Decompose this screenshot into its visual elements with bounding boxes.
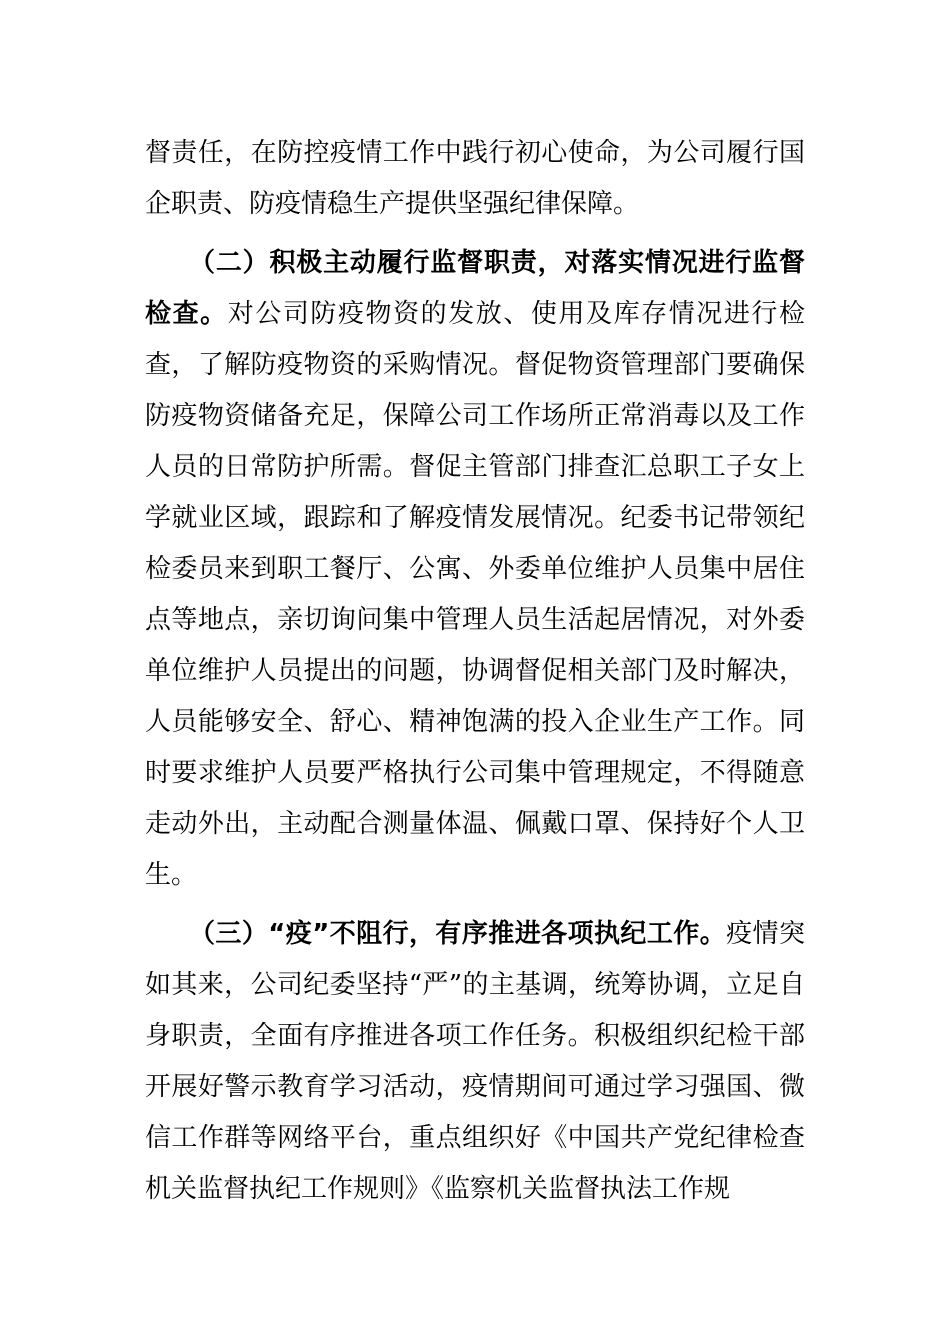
paragraph-1-body: 督责任，在防控疫情工作中践行初心使命，为公司履行国企职责、防疫情稳生产提供坚强纪律保障。 bbox=[145, 138, 805, 219]
section-heading-2: （二）积极主动履行监督职责，对落实情况进行监督检查。 bbox=[145, 248, 805, 329]
section-heading-3: （三）“疫”不阻行，有序推进各项执纪工作。 bbox=[189, 919, 727, 949]
paragraph-2 bbox=[145, 238, 805, 901]
document-body bbox=[145, 128, 805, 1223]
paragraph-2-body: 对公司防疫物资的发放、使用及库存情况进行检查，了解防疫物资的采购情况。督促物资管理部门要确保防疫物资储备充足，保障公司工作场所正常消毒以及工作人员的日常防护所需。督促主管部门排查汇总职工子女上学就业区域，跟踪和了解疫情发展情况。纪委书记带领纪检委员来到职工餐厅、公寓、外委单位维护人员集中居住点等地点，亲切询问集中管理人员生活起居情况，对外委单位维护人员提出的问题，协调督促相关部门及时解决，人员能够安全、舒心、精神饱满的投入企业生产工作。同时要求维护人员要严格执行公司集中管理规定，不得随意走动外出，主动配合测量体温、佩戴口罩、保持好个人卫生。 bbox=[145, 299, 805, 890]
paragraph-3 bbox=[145, 909, 805, 1215]
paragraph-3-body: 疫情突如其来，公司纪委坚持“严”的主基调，统筹协调，立足自身职责，全面有序推进各项工作任务。积极组织纪检干部开展好警示教育学习活动，疫情期间可通过学习强国、微信工作群等网络平台，重点组织好《中国共产党纪律检查机关监督执纪工作规则》《监察机关监督执法工作规 bbox=[145, 919, 805, 1204]
paragraph-1 bbox=[145, 128, 805, 230]
